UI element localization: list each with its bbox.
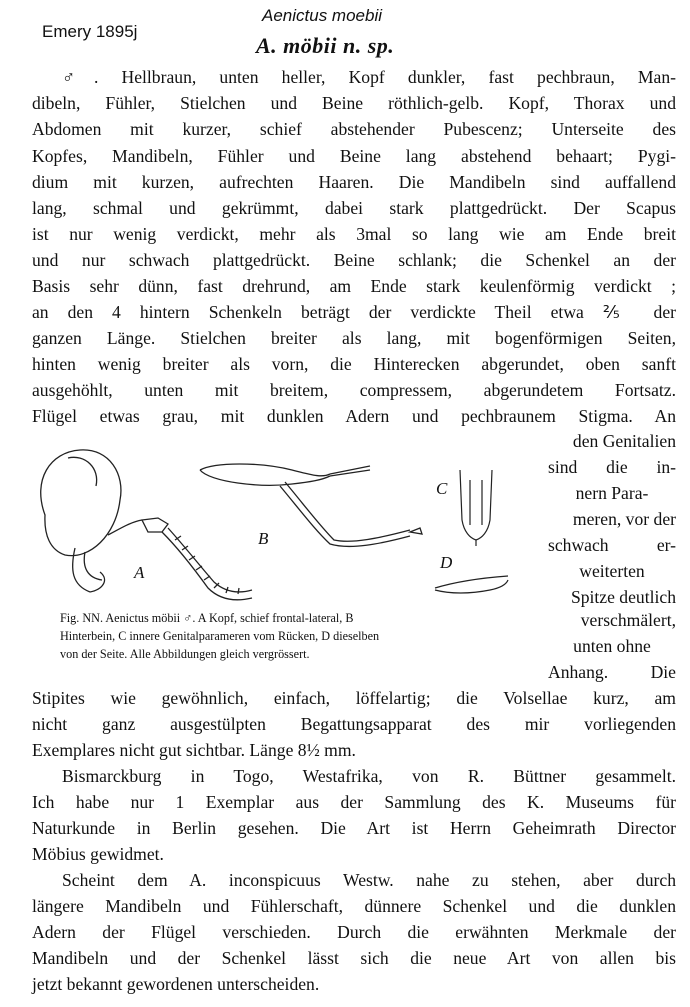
figure-caption-line: von der Seite. Alle Abbildungen gleich vergrössert. xyxy=(60,647,310,661)
species-title: A. möbii n. sp. xyxy=(256,33,395,58)
text-line: Kopfes, Mandibeln, Fühler und Beine lang abstehend behaart; Pygi- xyxy=(32,146,676,166)
side-text-line: weiterten xyxy=(579,561,645,581)
species-caption: Aenictus moebii xyxy=(262,6,383,25)
figure-label-a: A xyxy=(134,563,145,582)
leg-drawing xyxy=(200,464,422,546)
side-text-line: sind die in- xyxy=(548,457,676,477)
text-line: lang, schmal und gekrümmt, dabei stark plattgedrückt. Der Scapus xyxy=(32,198,676,218)
text-line: Abdomen mit kurzer, schief abstehender Pubescenz; Unterseite des xyxy=(32,119,676,139)
side-text-line: nern Para- xyxy=(575,483,649,503)
text-line: Bismarckburg in Togo, Westafrika, von R. Büttner gesammelt. xyxy=(62,766,676,786)
text-line: dium mit kurzen, aufrechten Haaren. Die Mandibeln sind auffallend xyxy=(32,172,676,192)
text-line: und nur schwach plattgedrückt. Beine schlank; die Schenkel an der xyxy=(32,250,676,270)
text-line: nicht ganz ausgestülpten Begattungsapparat des mir vorliegenden xyxy=(32,714,676,734)
text-line: dibeln, Fühler, Stielchen und Beine röthlich-gelb. Kopf, Thorax und xyxy=(32,93,676,113)
text-line: Mandibeln und der Schenkel lässt sich die neue Art von allen bis xyxy=(32,948,676,968)
text-line: Flügel etwas grau, mit dunklen Adern und pechbraunem Stigma. An xyxy=(32,406,676,426)
text-line: ♂. Hellbraun, unten heller, Kopf dunkler, fast pechbraun, Man- xyxy=(62,67,676,87)
text-line: ist nur wenig verdickt, mehr als 3mal so lang wie am Ende breit xyxy=(32,224,676,244)
citation-label: Emery 1895j xyxy=(42,22,138,41)
side-text-line: den Genitalien xyxy=(572,431,676,451)
text-line: Möbius gewidmet. xyxy=(32,844,164,864)
text-line: Naturkunde in Berlin gesehen. Die Art ist Herrn Geheimrath Director xyxy=(32,818,676,838)
text-line: Scheint dem A. inconspicuus Westw. nahe zu stehen, aber durch xyxy=(62,870,676,890)
text-line: längere Mandibeln und Fühlerschaft, dünnere Schenkel und die dunklen xyxy=(32,896,676,916)
text-line: Stipites wie gewöhnlich, einfach, löffelartig; die Volsellae kurz, am xyxy=(32,688,676,708)
figure-caption-line: Hinterbein, C innere Genitalparameren vom Rücken, D dieselben xyxy=(60,629,380,643)
side-text-line: verschmälert, xyxy=(580,610,676,630)
text-line: Exemplares nicht gut sichtbar. Länge 8½ mm. xyxy=(32,740,356,760)
text-line: Adern der Flügel verschieden. Durch die erwähnten Merkmale der xyxy=(32,922,676,942)
side-text-line: meren, vor der xyxy=(572,509,676,529)
side-text-line: schwach er- xyxy=(548,535,676,555)
figure-caption-line: Fig. NN. Aenictus möbii ♂. A Kopf, schief frontal-lateral, B xyxy=(60,611,354,625)
head-drawing xyxy=(41,450,252,600)
text-line: ganzen Länge. Stielchen breiter als lang, mit bogenförmigen Seiten, xyxy=(32,328,676,348)
side-text-line: Anhang. Die xyxy=(548,662,676,682)
text-line: hinten wenig breiter als vorn, die Hinterecken abgerundet, oben sanft xyxy=(32,354,676,374)
text-line: Basis sehr dünn, fast drehrund, am Ende stark keulenförmig verdickt ; xyxy=(32,276,676,296)
side-text-line: unten ohne xyxy=(573,636,651,656)
text-line: an den 4 hintern Schenkeln beträgt der verdickte Theil etwa ⅖ der xyxy=(32,302,676,322)
side-text-line: Spitze deutlich xyxy=(570,587,676,607)
figure-label-c: C xyxy=(436,479,448,498)
figure-label-d: D xyxy=(440,553,453,572)
figure-label-b: B xyxy=(258,529,269,548)
text-line: jetzt bekannt gewordenen unterscheiden. xyxy=(32,974,320,994)
text-line: ausgehöhlt, unten mit breitem, compressem, abgerundetem Fortsatz. xyxy=(32,380,676,400)
figure xyxy=(30,440,530,610)
figure-drawing xyxy=(30,440,530,610)
text-line: Ich habe nur 1 Exemplar aus der Sammlung des K. Museums für xyxy=(32,792,676,812)
